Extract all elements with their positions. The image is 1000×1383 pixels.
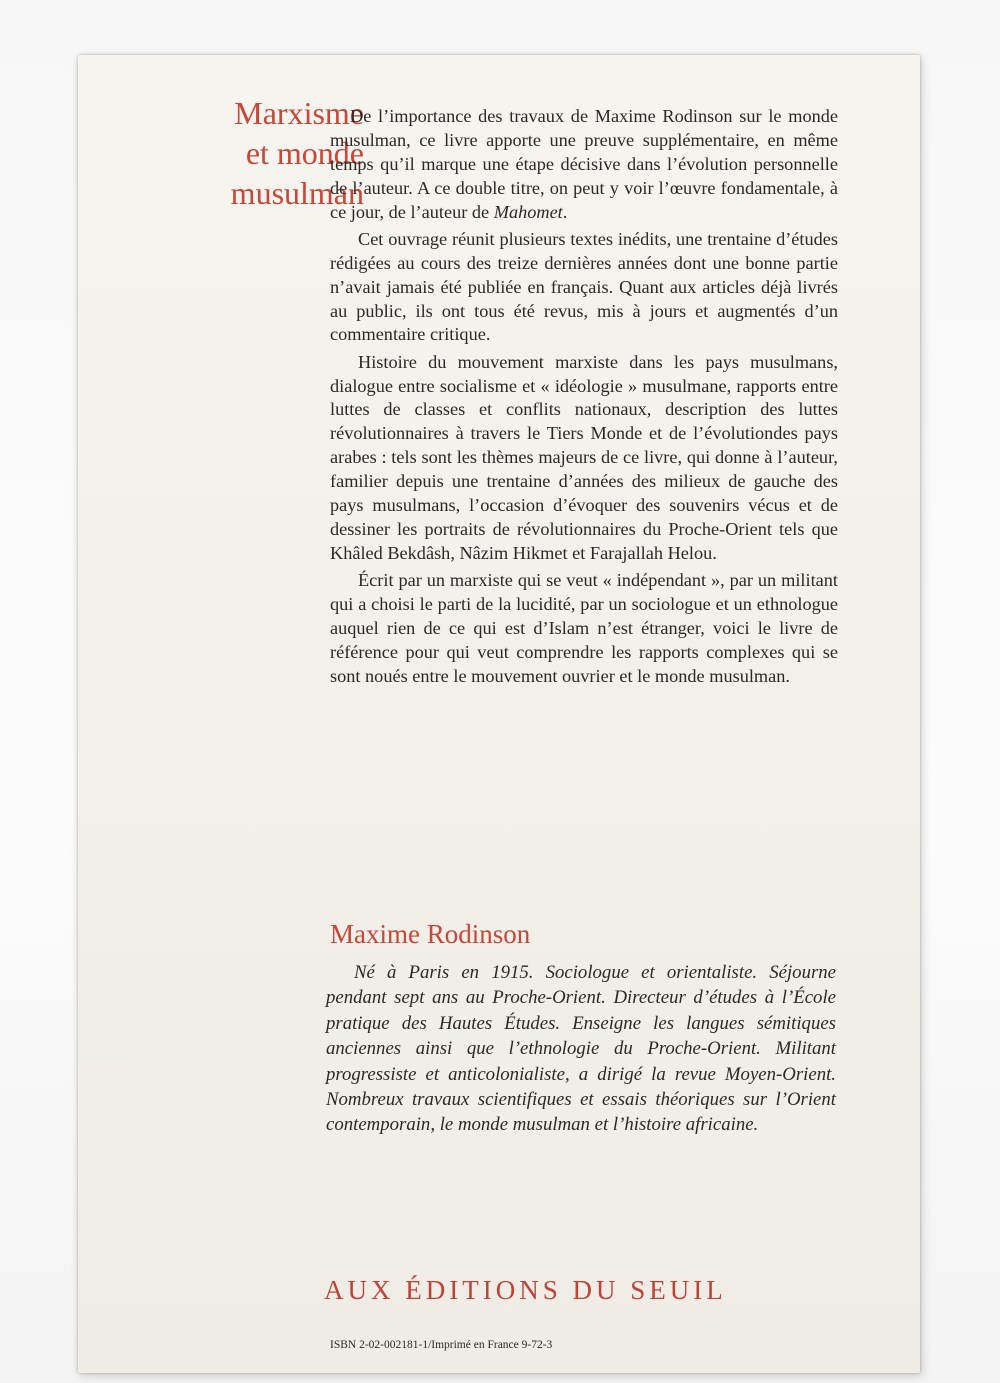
blurb <box>330 105 838 692</box>
blurb-paragraph-1 <box>330 105 838 225</box>
blurb-paragraph-4: Écrit par un marxiste qui se veut « indépendant », par un militant qui a choisi le parti de la lucidité, par un sociologue et un ethnologue auquel rien de ce qui est d’Islam n’est étranger, voici le livre de référence pour qui veut comprendre les rapports complexes qui se sont noués entre le mouvement ouvrier et le monde musulman. <box>330 570 838 686</box>
publisher-name: AUX ÉDITIONS DU SEUIL <box>324 1275 727 1305</box>
title-line-1: Marxisme <box>234 95 364 131</box>
author-name: Maxime Rodinson <box>330 919 531 949</box>
blurb-paragraph-2: Cet ouvrage réunit plusieurs textes inédits, une trentaine d’études rédigées au cours des treize dernières années dont une bonne partie n’avait jamais été publiée en français. Quant aux articles déjà livrés au public, ils ont tous été revus, mis à jours et augmentés d’un commentaire critique. <box>330 228 838 345</box>
title-line-2: et monde <box>245 135 364 171</box>
author-bio: Né à Paris en 1915. Sociologue et orientaliste. Séjourne pendant sept ans au Proche-Orient. Directeur d’études à l’École pratique des Hautes Études. Enseigne les langues sémitiques anciennes ainsi que l’ethnologie du Proche-Orient. Militant progressiste et anticolonialiste, a dirigé la revue Moyen-Orient. Nombreux travaux scientifiques et essais théoriques sur l’Orient contemporain, le monde musulman et l’histoire africaine. <box>326 962 836 1136</box>
blurb-paragraph-3: Histoire du mouvement marxiste dans les pays musulmans, dialogue entre socialisme et « idéologie » musulmane, rapports entre luttes de classes et conflits nationaux, description des luttes révolutionnaires à travers le Tiers Monde et de l’évolutiondes pays arabes : tels sont les thèmes majeurs de ce livre, qui donne à l’auteur, familier depuis une trentaine d’années des milieux de gauche des pays musulmans, l’occasion d’évoquer des souvenirs vécus et de dessiner les portraits de révolutionnaires du Proche-Orient tels que Khâled Bekdâsh, Nâzim Hikmet et Farajallah Helou. <box>330 351 838 563</box>
blurb-p1-end: . <box>562 201 568 222</box>
blurb-p1-italic-title: Mahomet <box>493 201 563 222</box>
title-line-3: musulman <box>230 175 364 211</box>
isbn-line: ISBN 2-02-002181-1/Imprimé en France 9-72-3 <box>330 1339 553 1351</box>
blurb-p1-text: De l’importance des travaux de Maxime Rodinson sur le monde musulman, ce livre apporte une preuve supplémentaire, en même temps qu’il marque une étape décisive dans l’évolution personnelle de l’auteur. A ce double titre, on peut y voir l’œuvre fondamentale, à ce jour, de l’auteur de <box>330 106 838 222</box>
book-back-cover <box>78 55 920 1373</box>
